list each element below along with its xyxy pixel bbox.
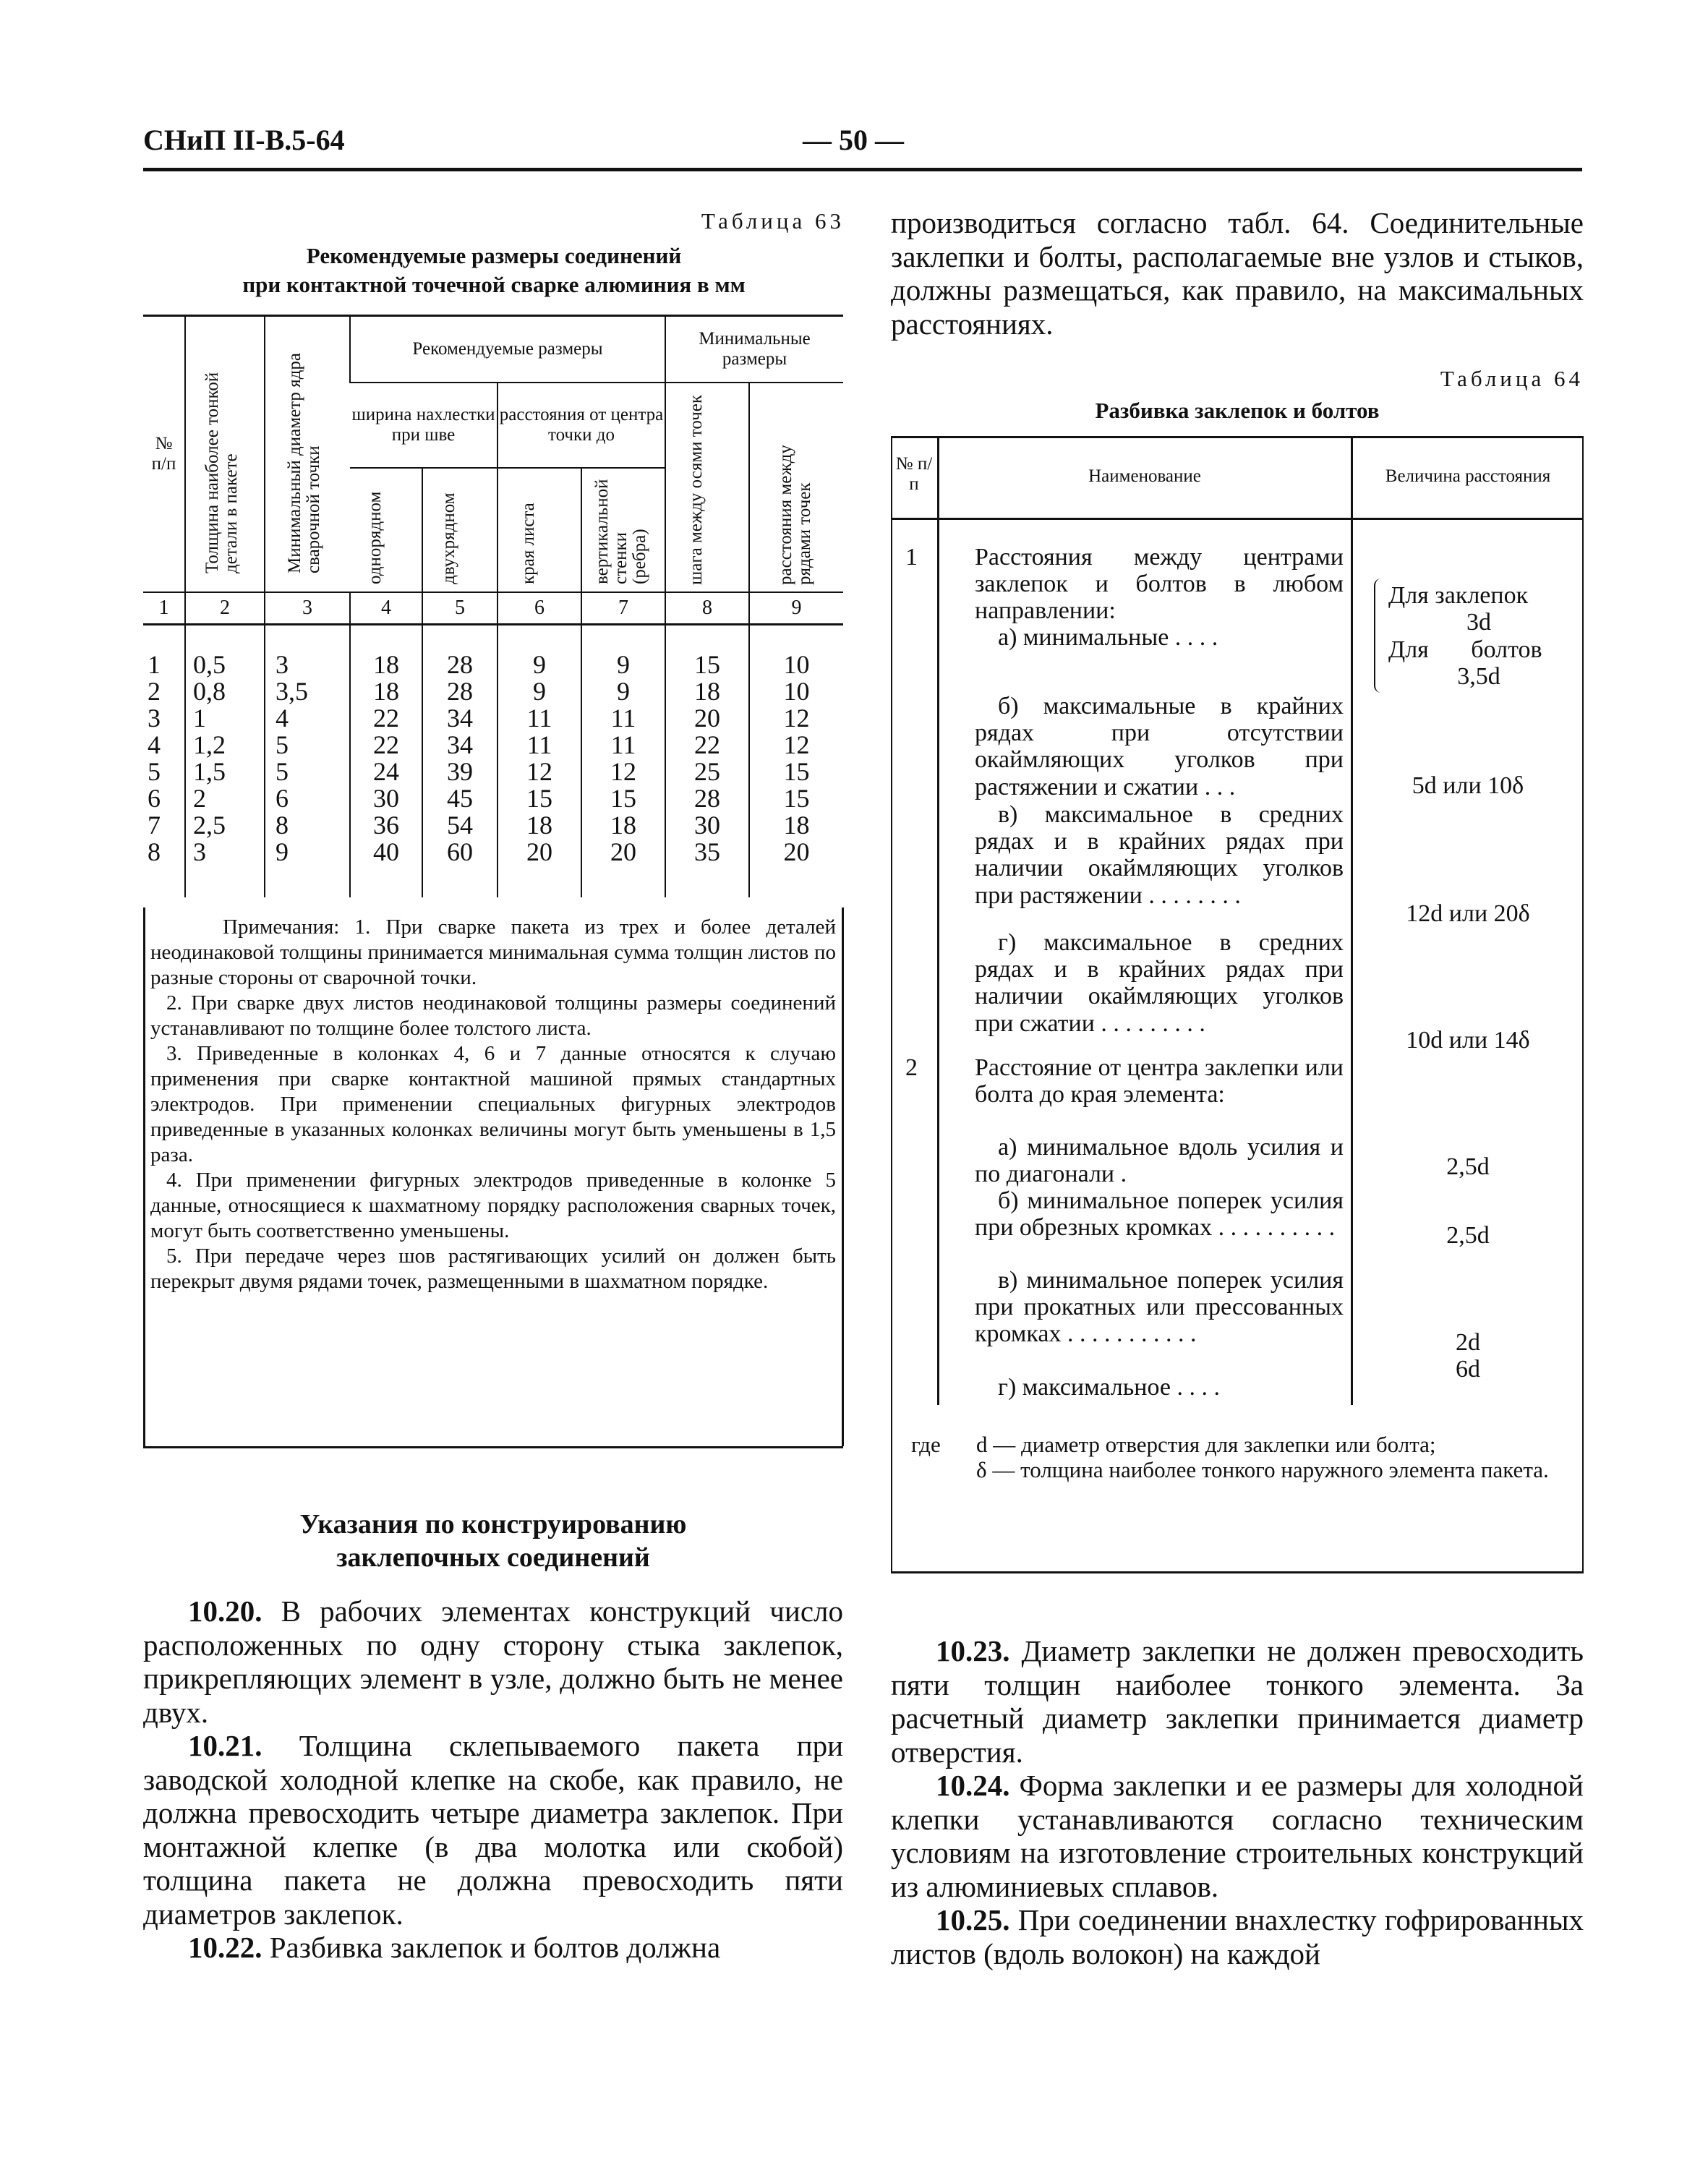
t63-cell: 45 [447, 784, 473, 813]
t63-colnum: 3 [265, 592, 350, 625]
table63-title-line1: Рекомендуемые размеры соединений [306, 243, 682, 268]
document-code: СНиП II-В.5-64 [143, 124, 345, 156]
header-rule [143, 168, 1582, 171]
t63-cell: 4 [148, 730, 161, 759]
t63-cell: 10 [783, 650, 810, 679]
t63-cell: 12 [783, 704, 810, 733]
t63-cell: 9 [533, 650, 546, 679]
note-5: 5. При передаче через шов растягивающих усилий он должен быть перекрыт двумя рядами точек, размещенными в шахматном порядке. [150, 1244, 836, 1293]
t63-cell: 1,2 [193, 730, 226, 759]
t64-r2-d-val: 6d [1456, 1356, 1480, 1383]
t63-cell: 6 [148, 784, 161, 813]
legend-where: где [911, 1432, 941, 1457]
t63-cell: 2,5 [193, 811, 226, 840]
t63-col-pitch [665, 625, 749, 898]
t63-cell: 3 [148, 704, 161, 733]
t64-r1-a-val2: 3d [1466, 609, 1491, 636]
t64-brace [1374, 578, 1385, 693]
legend-delta: δ — толщина наиболее тонкого наружного элемента пакета. [976, 1457, 1549, 1482]
t63-col-diameter [265, 625, 350, 898]
t63-cell: 6 [276, 784, 289, 813]
t63-cell: 20 [526, 837, 552, 866]
t64-header-value: Величина расстояния [1385, 466, 1551, 486]
t63-cell: 15 [526, 784, 552, 813]
t63-cell: 18 [373, 677, 399, 706]
t64-r1-a-val3: Для болтов [1388, 636, 1542, 663]
t64-r2-c: в) минимальное поперек усилия при прокатных или прессованных кромках . . . . . . . . . . . [975, 1267, 1344, 1348]
t63-cell: 24 [373, 757, 399, 786]
t63-cell: 11 [610, 704, 636, 733]
t64-r2-b: б) минимальное поперек усилия при обрезных кромках . . . . . . . . . . [975, 1187, 1344, 1242]
t63-cell: 3,5 [276, 677, 308, 706]
t63-header-overlap: ширина нахлестки при шве [350, 383, 498, 468]
t63-cell: 22 [373, 704, 399, 733]
t63-col-wall [581, 625, 665, 898]
t63-colnum: 2 [185, 592, 265, 625]
t63-cell: 15 [610, 784, 636, 813]
t63-cell: 15 [694, 650, 720, 679]
t63-cell: 2 [193, 784, 206, 813]
t63-cell: 36 [373, 811, 399, 840]
t64-r1-a: а) минимальные . . . . [998, 624, 1218, 651]
t64-border-left [891, 436, 892, 1571]
t63-cell: 5 [276, 730, 289, 759]
t64-r2-b-val: 2,5d [1446, 1222, 1490, 1249]
t64-r2-d: г) максимальное . . . . [998, 1374, 1220, 1401]
t63-cell: 34 [447, 704, 473, 733]
t63-colnum: 8 [665, 592, 749, 625]
t63-cell: 60 [447, 837, 473, 866]
t64-border-right [1582, 436, 1584, 1571]
t63-cell: 3 [276, 650, 289, 679]
legend-d: d — диаметр отверстия для заклепки или болта; [976, 1432, 1436, 1457]
t63-cell: 1 [148, 650, 161, 679]
table63 [143, 315, 843, 897]
t63-cell: 4 [276, 704, 289, 733]
t64-divider-1 [937, 436, 939, 1405]
t63-cell: 30 [373, 784, 399, 813]
t63-cell: 28 [694, 784, 720, 813]
section-heading-line2: заклепочных соединений [336, 1542, 650, 1573]
t64-r1-head: Расстояния между центрами заклепок и болтов в любом направлении: [975, 544, 1344, 625]
t63-colnum: 6 [498, 592, 581, 625]
note-3: 3. Приведенные в колонках 4, 6 и 7 данные относятся к случаю применения при сварке контактной машиной прямых стандартных электродов. При применении специальных фигурных электродов приведенные в указанных колонках величины могут быть уменьшены в 1,5 раза. [150, 1042, 836, 1166]
t63-cell: 9 [617, 677, 630, 706]
clause-10-24: 10.24. Форма заклепки и ее размеры для холодной клепки устанавливаются согласно техническим условиям на изготовление строительных конструкций из алюминиевых сплавов. [891, 1769, 1584, 1903]
clause-10-22: 10.22. Разбивка заклепок и болтов должна [188, 1931, 721, 1964]
t63-col-single [350, 625, 422, 898]
t63-cell: 10 [783, 677, 810, 706]
t64-r1-c: в) максимальное в средних рядах и в крайних рядах при наличии окаймляющих уголков при растяжении . . . . . . . . [975, 801, 1344, 909]
table63-notes [143, 915, 843, 1294]
t63-colnum: 7 [581, 592, 665, 625]
t63-cell: 18 [694, 677, 720, 706]
t63-cell: 12 [610, 757, 636, 786]
t63-cell: 5 [148, 757, 161, 786]
table64-legend [911, 1432, 1576, 1482]
t64-row1-no: 1 [905, 544, 918, 571]
t64-bottom-rule [891, 1571, 1584, 1573]
t64-r1-d: г) максимальное в средних рядах и в крайних рядах при наличии окаймляющих уголков при сжатии . . . . . . . . . [975, 929, 1344, 1037]
t64-r1-a-val4: 3,5d [1457, 663, 1500, 690]
t63-cell: 3 [193, 837, 206, 866]
t64-r2-head: Расстояние от центра заклепки или болта до края элемента: [975, 1054, 1344, 1109]
t63-cell: 39 [447, 757, 473, 786]
note-1: Примечания: 1. При сварке пакета из трех и более деталей неодинаковой толщины принимается минимальная сумма толщин листов по разные стороны от сварочной точки. [150, 915, 836, 989]
t63-cell: 22 [694, 730, 720, 759]
section-heading [143, 1508, 843, 1574]
right-paragraphs [891, 1634, 1584, 1970]
t63-cell: 2 [148, 677, 161, 706]
t64-r1-c-val: 12d или 20δ [1406, 900, 1530, 927]
t63-cell: 35 [694, 837, 720, 866]
t63-header-single: однорядном [364, 491, 385, 584]
t63-cell: 40 [373, 837, 399, 866]
intro-paragraph: производиться согласно табл. 64. Соединительные заклепки и болты, располагаемые вне узлов и стыков, должны размещаться, как правило, на максимальных расстояниях. [891, 206, 1584, 341]
t63-cell: 12 [783, 730, 810, 759]
t64-header-rule [891, 518, 1584, 520]
t64-top-rule [891, 436, 1584, 438]
t63-cell: 20 [610, 837, 636, 866]
t63-cell: 11 [526, 704, 552, 733]
t64-row2-no: 2 [905, 1054, 918, 1081]
table64-title: Разбивка заклепок и болтов [1095, 398, 1380, 423]
t63-colnum: 1 [143, 592, 185, 625]
t63-cell: 18 [610, 811, 636, 840]
t63-cell: 15 [783, 757, 810, 786]
t63-header-distance: расстояния от центра точки до [498, 383, 665, 468]
page-number: — 50 — [803, 124, 904, 156]
t63-cell: 0,8 [193, 677, 226, 706]
left-paragraphs [143, 1594, 843, 1965]
table63-bottom-rule [143, 1446, 843, 1448]
t63-col-double [422, 625, 498, 898]
t63-cell: 0,5 [193, 650, 226, 679]
t63-cell: 28 [447, 650, 473, 679]
t63-cell: 9 [617, 650, 630, 679]
t63-cell: 20 [694, 704, 720, 733]
t63-header-wall: вертикальной стенки (ребра) [581, 468, 665, 592]
t63-cell: 30 [694, 811, 720, 840]
t63-col-edge [498, 625, 581, 898]
t63-cell: 12 [526, 757, 552, 786]
t63-cell: 8 [276, 811, 289, 840]
t63-cell: 22 [373, 730, 399, 759]
t64-r1-b: б) максимальные в крайних рядах при отсутствии окаймляющих уголков при растяжении и сжатии . . . [975, 693, 1344, 800]
t63-col-thickness [185, 625, 265, 898]
t63-cell: 18 [526, 811, 552, 840]
t63-cell: 20 [783, 837, 810, 866]
t63-cell: 11 [526, 730, 552, 759]
clause-10-21: 10.21. Толщина склепываемого пакета при заводской холодной клепке на скобе, как правило, не должна превосходить четыре диаметра заклепок. При монтажной клепке (в два молотка или скобой) толщина пакета не должна превосходить пяти диаметров заклепок. [143, 1729, 844, 1931]
t63-cell: 7 [148, 811, 161, 840]
t63-cell: 9 [276, 837, 289, 866]
table63-title [143, 242, 845, 299]
t64-r1-a-val1: Для заклепок [1388, 582, 1529, 609]
t63-header-thickness: Толщина наиболее тонкой детали в пакете [185, 316, 265, 593]
t64-r2-a: а) минимальное вдоль усилия и по диагонали . [975, 1134, 1344, 1188]
t63-header-pitch: шага между осями точек [665, 383, 749, 592]
t63-colnum: 4 [350, 592, 422, 625]
note-4: 4. При применении фигурных электродов приведенные в колонке 5 данные, относящиеся к шахматному порядку расположения сварных точек, могут быть соответственно уменьшены. [150, 1169, 836, 1242]
t63-cell: 28 [447, 677, 473, 706]
clause-10-23: 10.23. Диаметр заклепки не должен превосходить пяти толщин наиболее тонкого элемента. За расчетный диаметр заклепки принимается диаметр отверстия. [891, 1634, 1584, 1769]
t63-cell: 34 [447, 730, 473, 759]
t64-header-name: Наименование [1088, 466, 1201, 486]
t63-header-diameter: Минимальный диаметр ядра сварочной точки [265, 316, 350, 593]
t63-header-recommended: Рекомендуемые размеры [350, 316, 665, 383]
t64-r1-d-val: 10d или 14δ [1406, 1027, 1530, 1054]
t63-cell: 11 [610, 730, 636, 759]
t64-r2-c-val: 2d [1456, 1329, 1480, 1356]
t63-cell: 5 [276, 757, 289, 786]
t63-cell: 54 [447, 811, 473, 840]
t63-header-double: двухрядном [422, 468, 498, 592]
t63-cell: 18 [783, 811, 810, 840]
t63-cell: 1 [193, 704, 206, 733]
t63-header-rows: расстояния между рядами точек [749, 383, 843, 592]
t63-header-edge: края листа [498, 468, 581, 592]
t63-col-rows [749, 625, 843, 898]
table64-label: Таблица 64 [1440, 366, 1584, 391]
t63-cell: 1,5 [193, 757, 226, 786]
t63-col-no [143, 625, 185, 898]
t63-cell: 8 [148, 837, 161, 866]
table63-title-line2: при контактной точечной сварке алюминия в мм [242, 272, 746, 297]
t63-cell: 25 [694, 757, 720, 786]
t64-r2-a-val: 2,5d [1446, 1153, 1490, 1180]
t64-divider-2 [1351, 436, 1353, 1405]
t63-header-no: № п/п [143, 316, 185, 593]
t64-header-no: № п/п [895, 454, 933, 494]
note-2: 2. При сварке двух листов неодинаковой толщины размеры соединений устанавливают по толщине более толстого листа. [150, 991, 836, 1040]
clause-10-25: 10.25. При соединении внахлестку гофрированных листов (вдоль волокон) на каждой [891, 1903, 1584, 1970]
t63-cell: 15 [783, 784, 810, 813]
t63-colnum: 9 [749, 592, 843, 625]
t63-colnum: 5 [422, 592, 498, 625]
t63-cell: 18 [373, 650, 399, 679]
t63-cell: 9 [533, 677, 546, 706]
section-heading-line1: Указания по конструированию [299, 1509, 687, 1539]
t64-r1-b-val: 5d или 10δ [1412, 772, 1524, 799]
t63-header-minimal: Минимальные размеры [665, 316, 843, 383]
table63-label: Таблица 63 [701, 208, 845, 234]
clause-10-20: 10.20. В рабочих элементах конструкций число расположенных по одну сторону стыка заклепок, прикрепляющих элемент в узле, должно быть не менее двух. [143, 1594, 844, 1729]
